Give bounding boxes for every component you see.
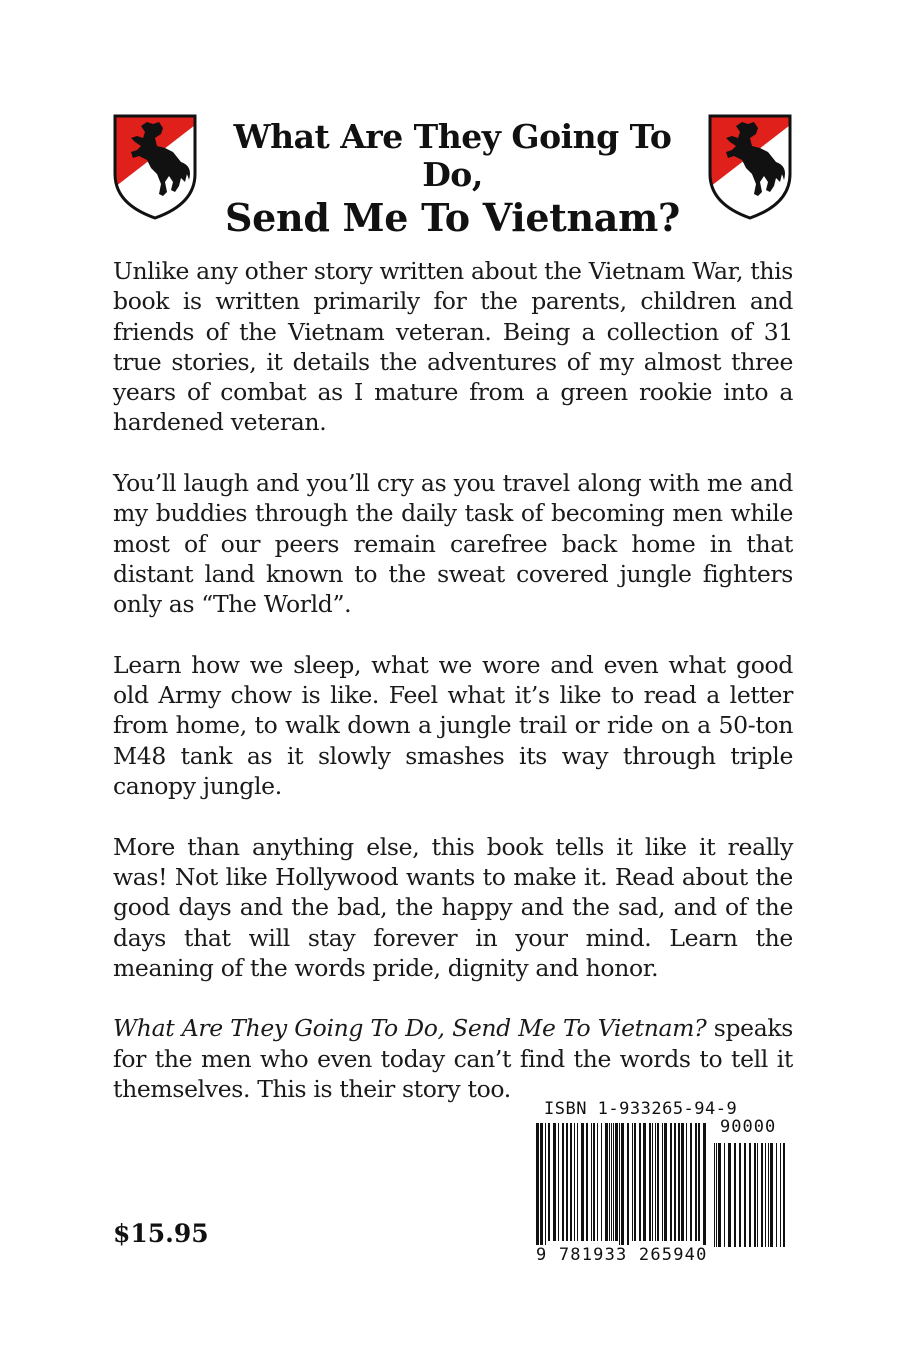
barcode-bar xyxy=(749,1143,751,1247)
barcode-bar xyxy=(619,1123,620,1247)
barcode-bar xyxy=(593,1123,595,1241)
blurb-closing-text: speaks for the men who even today can’t find the words to tell it themselves. This is their story too. xyxy=(113,1014,794,1104)
barcode-bar xyxy=(581,1123,584,1241)
blurb-paragraph-4: More than anything else, this book tells it like it really was! Not like Hollywood wants to make it. Read about the good days and the bad, the happy and the sad, and of the days that will stay forever in your mind. Learn the meaning of the words pride, dignity and honor. xyxy=(113,832,793,982)
barcode-bar xyxy=(698,1123,700,1241)
barcode-bar xyxy=(761,1143,763,1247)
barcode-bar xyxy=(780,1143,781,1247)
title-line-2: Send Me To Vietnam? xyxy=(224,194,680,240)
ean-bars xyxy=(536,1123,712,1247)
title-line-1: What Are They Going To Do, xyxy=(233,117,672,194)
barcode-bar xyxy=(613,1123,614,1241)
barcode-bar xyxy=(714,1143,715,1247)
barcode-bar xyxy=(548,1123,550,1241)
barcode-bar xyxy=(655,1123,656,1241)
barcode-bar xyxy=(703,1123,706,1247)
barcode-bar xyxy=(621,1123,624,1247)
addon-bars xyxy=(714,1143,790,1251)
cavalry-shield-right-icon xyxy=(706,112,794,222)
barcode-bar xyxy=(716,1143,717,1247)
barcode-bar xyxy=(558,1123,559,1241)
isbn-barcode xyxy=(530,1097,798,1277)
barcode-bar xyxy=(553,1123,556,1241)
blurb-paragraph-2: You’ll laugh and you’ll cry as you travel along with me and my buddies through the daily task of becoming men while most of our peers remain carefree back home in that distant land known to the sweat covered jungle fighters only as “The World”. xyxy=(113,469,793,619)
barcode-bar xyxy=(776,1143,777,1247)
barcode-bar xyxy=(770,1143,773,1247)
barcode-bar xyxy=(724,1143,725,1247)
barcode-bar xyxy=(757,1143,758,1247)
barcode-bar xyxy=(674,1123,676,1241)
barcode-bar xyxy=(649,1123,651,1241)
barcode-bar xyxy=(670,1123,672,1241)
barcode-bar xyxy=(609,1123,610,1241)
barcode-bar xyxy=(718,1143,721,1247)
barcode-bar xyxy=(627,1123,629,1247)
barcode-bar xyxy=(783,1143,785,1247)
barcode-bar xyxy=(566,1123,568,1241)
barcode-bar xyxy=(643,1123,646,1241)
barcode-bar xyxy=(562,1123,564,1241)
blurb xyxy=(113,256,793,1104)
barcode-bar xyxy=(768,1143,769,1247)
isbn-label: ISBN 1-933265-94-9 xyxy=(544,1099,738,1119)
barcode-bar xyxy=(597,1123,598,1241)
blurb-paragraph-5 xyxy=(113,1013,793,1104)
barcode-bar xyxy=(574,1123,575,1241)
barcode-bar xyxy=(605,1123,608,1241)
barcode-bar xyxy=(662,1123,663,1241)
barcode-bar xyxy=(681,1123,684,1241)
blurb-paragraph-1: Unlike any other story written about the Vietnam War, this book is written primarily for the parents, children and friends of the Vietnam veteran. Being a collection of 31 true stories, it details the adventures of my almost three years of combat as I mature from a green rookie into a hardened veteran. xyxy=(113,257,793,437)
barcode-bar xyxy=(634,1123,636,1241)
barcode-bar xyxy=(632,1123,633,1241)
barcode-bar xyxy=(695,1123,697,1241)
ean-number-label: 9 781933 265940 xyxy=(536,1245,708,1265)
barcode-bar xyxy=(686,1123,687,1241)
barcode-bar xyxy=(611,1123,612,1241)
barcode-bar xyxy=(657,1123,659,1241)
cover-title xyxy=(205,118,700,240)
barcode-bar xyxy=(536,1123,539,1247)
barcode-bar xyxy=(734,1143,736,1247)
barcode-bar xyxy=(570,1123,572,1241)
barcode-bar xyxy=(754,1143,756,1247)
barcode-bar xyxy=(591,1123,592,1241)
barcode-bar xyxy=(678,1123,680,1241)
barcode-bar xyxy=(639,1123,641,1241)
blurb-italic-title: What Are They Going To Do, Send Me To Vietnam? xyxy=(113,1014,707,1043)
barcode-bar xyxy=(744,1143,746,1247)
barcode-bar xyxy=(690,1123,692,1241)
barcode-bar xyxy=(664,1123,667,1241)
blurb-paragraph-3: Learn how we sleep, what we wore and even what good old Army chow is like. Feel what it’s like to read a letter from home, to walk down a jungle trail or ride on a 50-ton M48 tank as it slowly smashes its way through triple canopy jungle. xyxy=(113,650,793,801)
barcode-bar xyxy=(577,1123,578,1241)
addon-label: 90000 xyxy=(720,1117,777,1137)
price-label: $15.95 xyxy=(113,1219,209,1248)
barcode-bar xyxy=(540,1123,543,1247)
barcode-bar xyxy=(545,1123,546,1247)
barcode-bar xyxy=(739,1143,741,1247)
barcode-bar xyxy=(728,1143,731,1247)
barcode-bar xyxy=(652,1123,653,1241)
barcode-bar xyxy=(765,1143,766,1247)
cavalry-shield-left-icon xyxy=(111,112,199,222)
barcode-bar xyxy=(601,1123,602,1241)
barcode-bar xyxy=(615,1123,618,1241)
barcode-bar xyxy=(586,1123,588,1241)
